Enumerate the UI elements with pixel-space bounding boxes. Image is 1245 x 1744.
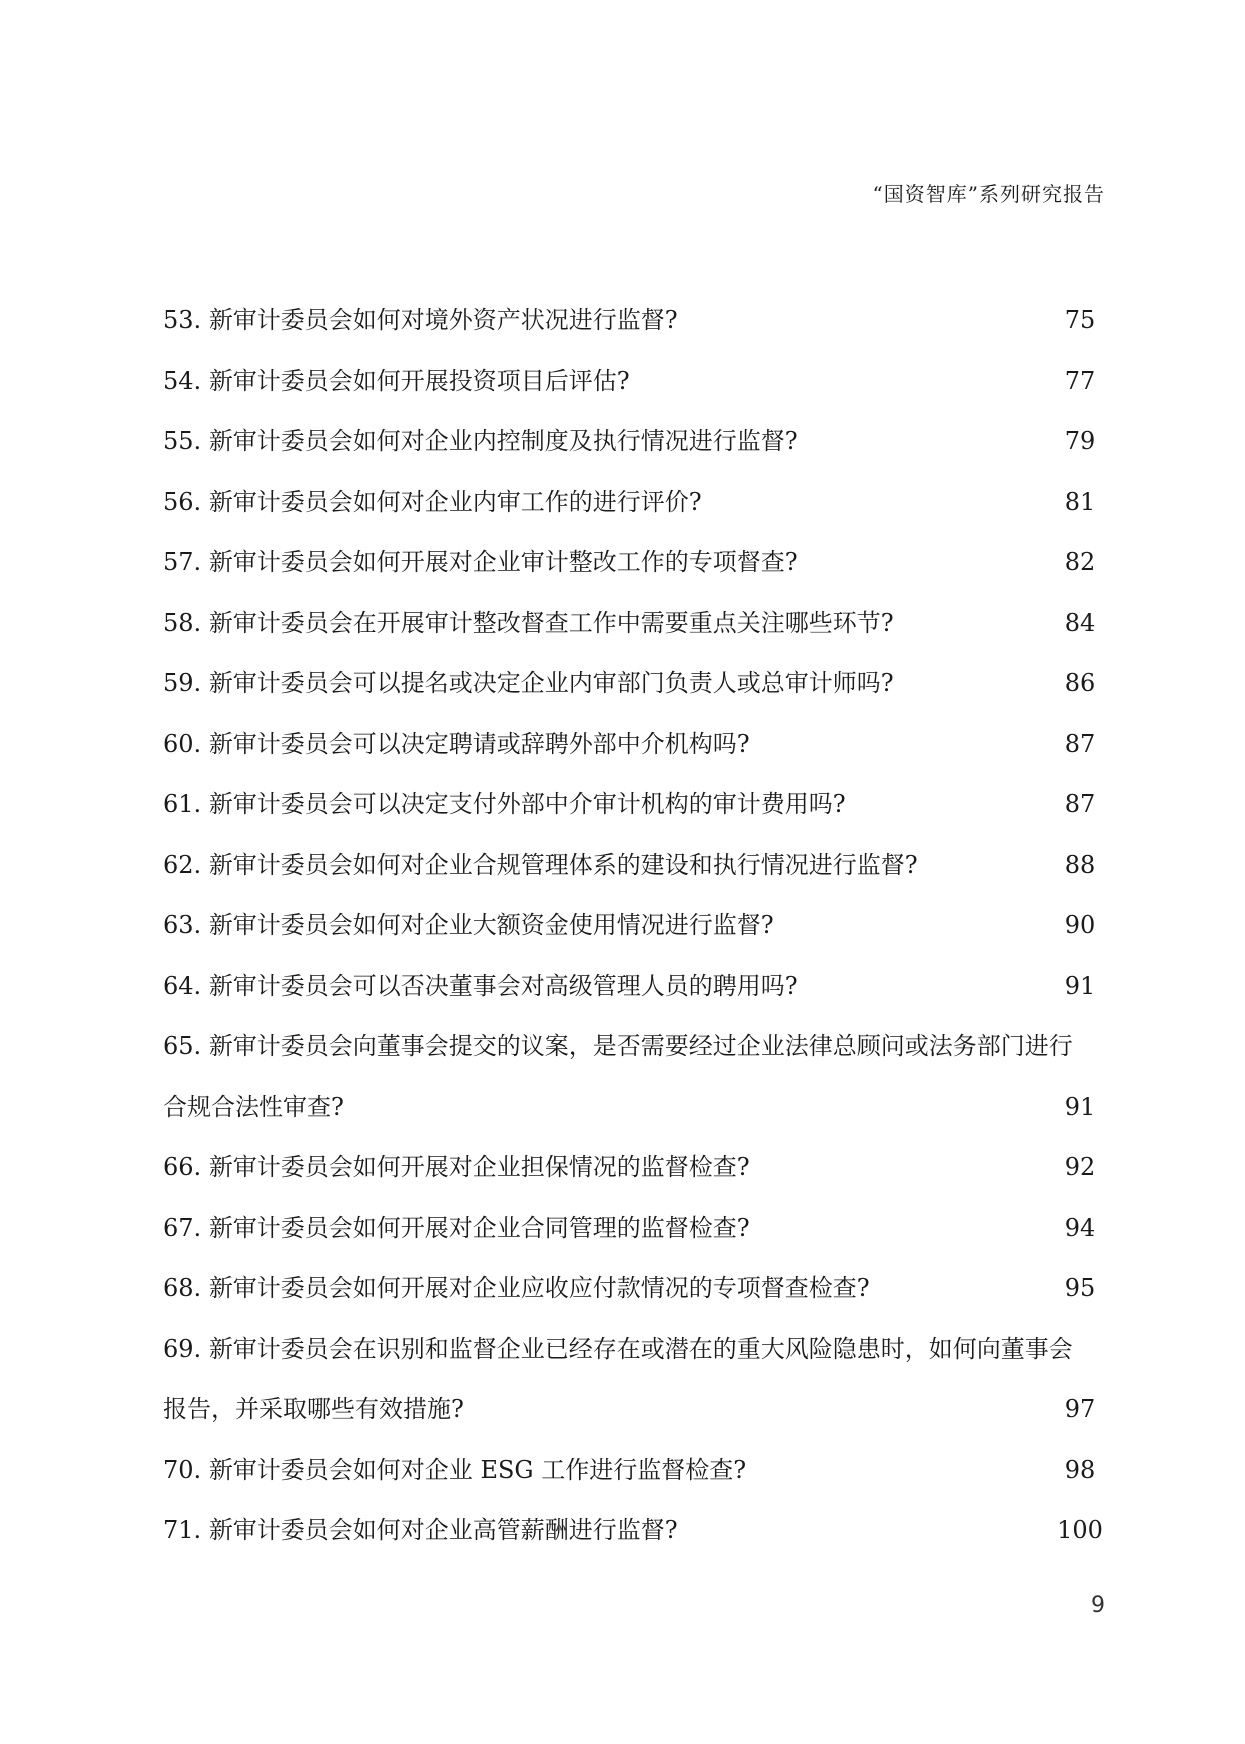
report-series-header: “国资智库”系列研究报告 xyxy=(872,182,1105,206)
toc-item[interactable]: 58. 新审计委员会在开展审计整改督查工作中需要重点关注哪些环节? 84 xyxy=(163,608,1096,637)
toc-item[interactable]: 55. 新审计委员会如何对企业内控制度及执行情况进行监督? 79 xyxy=(163,427,1096,455)
toc-item[interactable]: 60. 新审计委员会可以决定聘请或辞聘外部中介机构吗? 87 xyxy=(163,729,1096,758)
toc-item[interactable]: 71. 新审计委员会如何对企业高管薪酬进行监督? 100 xyxy=(163,1516,1103,1544)
toc-item[interactable]: 68. 新审计委员会如何开展对企业应收应付款情况的专项督查检查? 95 xyxy=(163,1274,1096,1302)
toc-item[interactable]: 66. 新审计委员会如何开展对企业担保情况的监督检查? 92 xyxy=(163,1153,1096,1181)
toc-item[interactable]: 65. 新审计委员会向董事会提交的议案，是否需要经过企业法律总顾问或法务部门进行 xyxy=(163,1032,1073,1060)
toc-item-continuation[interactable]: 报告，并采取哪些有效措施? 97 xyxy=(163,1395,1096,1423)
toc-item-continuation[interactable]: 合规合法性审查? 91 xyxy=(163,1092,1096,1121)
page-number: 9 xyxy=(1091,1593,1105,1618)
toc-item[interactable]: 56. 新审计委员会如何对企业内审工作的进行评价? 81 xyxy=(163,487,1096,516)
toc-item[interactable]: 67. 新审计委员会如何开展对企业合同管理的监督检查? 94 xyxy=(163,1213,1096,1242)
toc-item[interactable]: 62. 新审计委员会如何对企业合规管理体系的建设和执行情况进行监督? 88 xyxy=(163,850,1096,879)
toc-item[interactable]: 70. 新审计委员会如何对企业 ESG 工作进行监督检查? 98 xyxy=(163,1455,1096,1484)
toc-item[interactable]: 63. 新审计委员会如何对企业大额资金使用情况进行监督? 90 xyxy=(163,911,1096,939)
toc-item[interactable]: 69. 新审计委员会在识别和监督企业已经存在或潜在的重大风险隐患时，如何向董事会 xyxy=(163,1334,1073,1363)
toc-item[interactable]: 57. 新审计委员会如何开展对企业审计整改工作的专项督查? 82 xyxy=(163,548,1096,576)
toc-item[interactable]: 53. 新审计委员会如何对境外资产状况进行监督? 75 xyxy=(163,306,1096,334)
toc-item[interactable]: 54. 新审计委员会如何开展投资项目后评估? 77 xyxy=(163,366,1096,395)
toc-item[interactable]: 64. 新审计委员会可以否决董事会对高级管理人员的聘用吗? 91 xyxy=(163,971,1096,1000)
toc-item[interactable]: 61. 新审计委员会可以决定支付外部中介审计机构的审计费用吗? 87 xyxy=(163,790,1096,818)
toc-item[interactable]: 59. 新审计委员会可以提名或决定企业内审部门负责人或总审计师吗? 86 xyxy=(163,669,1096,697)
table-of-contents xyxy=(163,290,1120,1561)
